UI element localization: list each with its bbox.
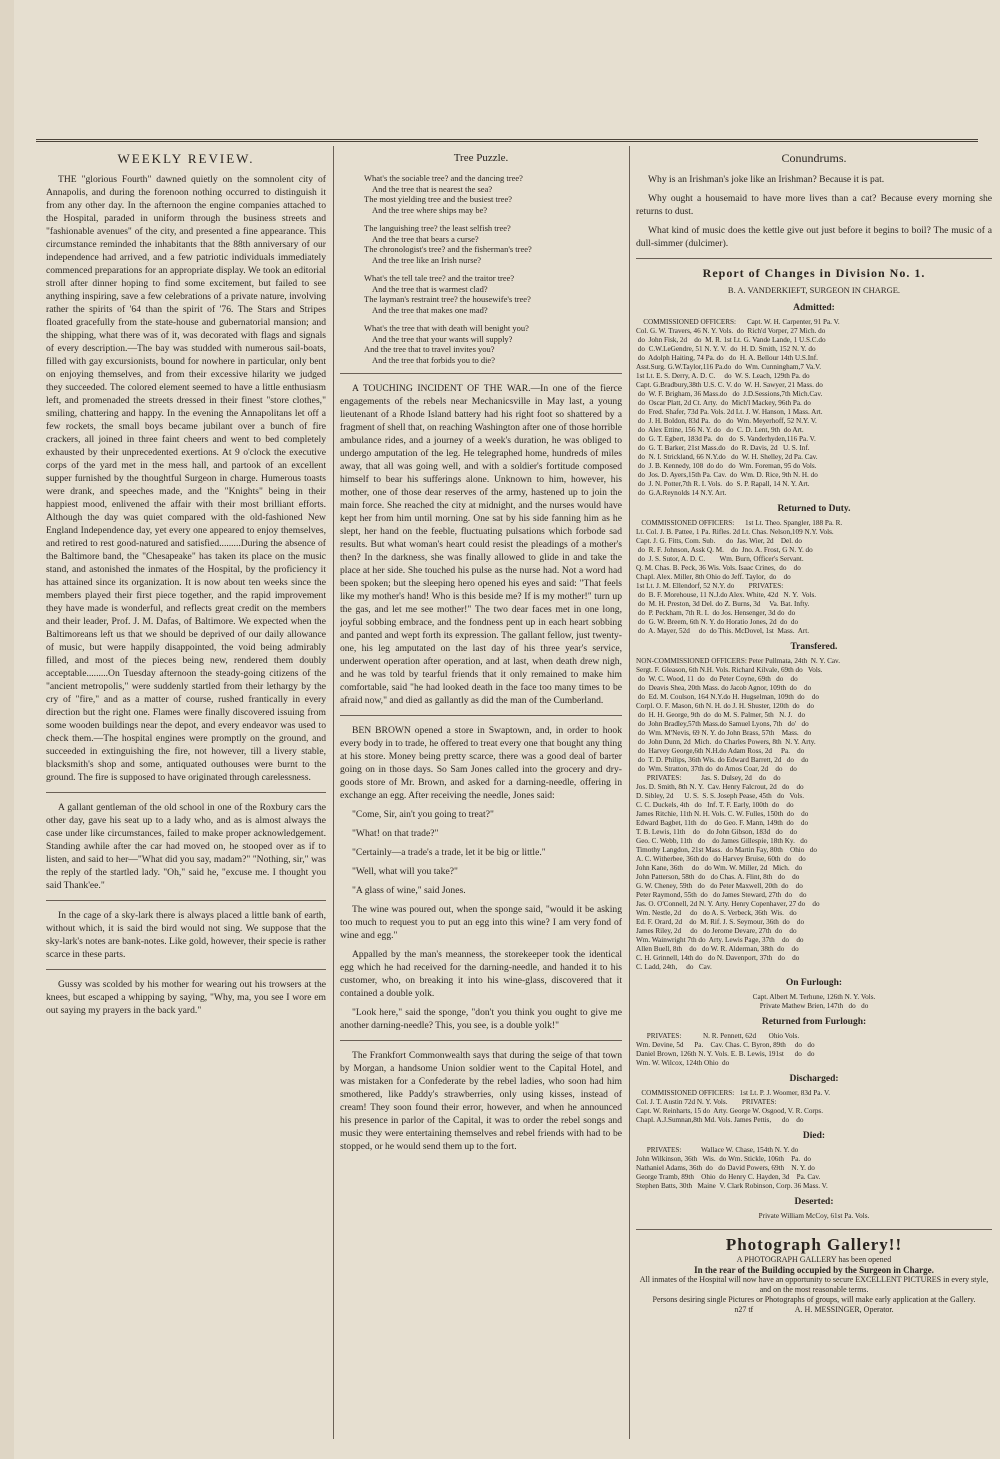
tree-puzzle-stanza bbox=[364, 223, 622, 265]
weekly-review-heading: WEEKLY REVIEW. bbox=[117, 151, 255, 166]
poem-line: What's the tree that with death will benight you? bbox=[364, 323, 529, 333]
poem-line: And the tree that forbids you to die? bbox=[372, 354, 495, 365]
tree-puzzle-stanza bbox=[364, 323, 622, 365]
tree-puzzle-stanza bbox=[364, 273, 622, 315]
gussy-paragraph: Gussy was scolded by his mother for wearing out his trowsers at the knees, but escaped a whipping by saying, "Why, ma, you see I wore em out saying my prayers in the back yard." bbox=[46, 979, 326, 1016]
tree-puzzle-heading: Tree Puzzle. bbox=[453, 152, 509, 164]
column-conundrums bbox=[636, 146, 992, 1439]
divider bbox=[340, 373, 622, 374]
conundrum: Why is an Irishman's joke like an Irishman? Because it is pat. bbox=[648, 174, 885, 185]
dialogue-line: "A glass of wine," said Jones. bbox=[352, 885, 466, 896]
gallery-title: Photograph Gallery!! bbox=[725, 1235, 903, 1254]
ben-brown-paragraph: Appalled by the man's meanness, the storekeeper took the identical egg which he had received for the darning-needle, and handed it to his customer, who, on breaking it into his wine-glass, discovered that it contained a double yolk. bbox=[340, 949, 622, 999]
poem-line: And the tree that bears a curse? bbox=[372, 233, 479, 244]
admitted-roster: COMMISSIONED OFFICERS: Capt. W. H. Carpenter, 91 Pa. V. Col. G. W. Travers, 46 N. Y. Vols. do Rich'd Vorper, 27 Mich. do do John Fisk, 2d do M. R. 1st Lt. G. Vande Lande, 1 U.S.C.do do C.W.LeGendre, 51 N. Y. V. do H. D. Smith, 152 N. Y. do do Adolph Haiting, 74 Pa. do do H. A. Bellour 14th U.S.Inf. Asst.Surg. G.W.Taylor,116 Pa.do do Wm. Cunningham,7 Va.V. 1st Lt. E. S. Derry, A. D. C. do W. S. Leach, 129th Pa. do Capt. G.Bradbury,38th U.S. C. V. do W. H. Sawyer, 21 Mass. do do W. F. Brigham, 36 Mass.do do J.D.Sessions,7th Mich.Cav. do Oscar Platt, 2d Ct. Arty. do Mich'l Mackey, 96th Pa. do do Fred. Shafer, 73d Pa. Vols. 2d Lt. J. W. Hanson, 1 Mass. Art. do J. H. Boldon, 83d Pa. do do Wm. Meyerhoff, 52 N.Y. V. do Alex Ettine, 156 N. Y. do do C. D. Lent, 9th do Art. do G. T. Egbert, 183d Pa. do do S. Vanderhyden,116 Pa. V. do G. T. Barker, 21st Mass.do do R. Davis, 2d U. S. Inf. do N. I. Strickland, 66 N.Y.do do W. H. Shelley, 2d Pa. Cav. do J. B. Kennedy, 108 do do do Wm. Foreman, 95 do Vols. do Jos. D. Ayers,15th Pa. Cav. do Wm. D. Rice, 9th N. H. do do J. N. Potter,7th R. I. Vols. do S. P. Rapall, 14 N. Y. Art. do G.A.Reynolds 14 N.Y. Art. bbox=[636, 318, 840, 497]
discharged-roster: COMMISSIONED OFFICERS: 1st Lt. P. J. Woomer, 83d Pa. V. Col. J. T. Austin 72d N. Y. Vols. PRIVATES: Capt. W. Reinharts, 15 do Arty. George W. Osgood, V. R. Corps. Chapl. A.J.Sumnan,8th Md. Vols. James Pettis, do do bbox=[636, 1089, 831, 1124]
returned-furlough-roster: PRIVATES: N. R. Pennett, 62d Ohio Vols. Wm. Devine, 5d Pa. Cav. Chas. C. Byron, 89th do do Daniel Brown, 126th N. Y. Vols. E. B. Lewis, 191st do do Wm. W. Wilcox, 124th Ohio do bbox=[636, 1032, 815, 1067]
poem-line: And the tree that your wants will supply? bbox=[372, 333, 513, 344]
divider bbox=[340, 715, 622, 716]
poem-line: And the tree that makes one mad? bbox=[372, 304, 488, 315]
sky-lark-paragraph: In the cage of a sky-lark there is always placed a little bank of earth, without which, it is said the bird would not sing. We suppose that the sky-lark's notes are bank-notes. Like gold, however, their specie is rather scarce in these parts. bbox=[46, 910, 326, 960]
dialogue-line: "Come, Sir, ain't you going to treat?" bbox=[352, 809, 494, 820]
gallery-subtitle: A PHOTOGRAPH GALLERY has been opened bbox=[736, 1255, 892, 1264]
poem-line: What's the sociable tree? and the dancing tree? bbox=[364, 173, 523, 183]
conundrum: What kind of music does the kettle give out just before it begins to boil? The music of a dull-simmer (dulcimer). bbox=[636, 225, 992, 249]
divider bbox=[46, 900, 326, 901]
deserted-roster: Private William McCoy, 61st Pa. Vols. bbox=[758, 1212, 870, 1220]
ben-brown-paragraph: The wine was poured out, when the sponge said, "would it be asking too much to request you to put an egg into this wine? I am very fond of wine and egg." bbox=[340, 904, 622, 941]
dialogue-line: "Certainly—a trade's a trade, let it be big or little." bbox=[352, 847, 546, 858]
poem-line: And the tree that to travel invites you? bbox=[364, 344, 495, 354]
discharged-title: Discharged: bbox=[789, 1074, 839, 1084]
poem-line: And the tree like an Irish nurse? bbox=[372, 254, 482, 265]
poem-line: And the tree where ships may be? bbox=[372, 204, 488, 215]
column-divider bbox=[333, 146, 334, 1439]
ben-brown-paragraph: "Look here," said the sponge, "don't you think you ought to give me another darning-needle? This, you see, is a double yolk!" bbox=[340, 1007, 622, 1031]
touching-incident-paragraph: A TOUCHING INCIDENT OF THE WAR.—In one of the fierce engagements of the rebels near Mechanicsville in May last, a young lieutenant of a Rhode Island battery had his right foot so shattered by a fragment of shell that, on reaching Washington after one of those horrible ambulance rides, and a journey of a week's duration, he was obliged to undergo amputation of the leg. He telegraphed home, hundreds of miles away, that all was going well, and with a soldier's fortitude composed himself to bear his sufferings alone. Unknown to him, however, his mother, one of those dear reserves of the army, hastened up to join the main force. She reached the city at midnight, and the nurses would have kept her from him until morning. One sat by his side fanning him as he slept, her hand on the feeble, fluctuating pulsations which forbode sad results. But what woman's heart could resist the pleadings of a mother's then? In the darkness, she was finally allowed to glide in and take the place at her side. She touched his pulse as the nurse had. Not a word had been spoken; but the sleeping hero opened his eyes and said: "That feels like my mother's hand! Who is this beside me? If is my mother!" turn up the gas, and let me see mother!" The two dear faces met in one long, joyful sobbing embrace, and the fondness pent up in each heart sobbing and panted and wept forth its expression. The gallant fellow, just twenty-one, his leg amputated on the last day of his three year's service, underwent operation after operation, and at last, when death drew nigh, and he was told by tearful friends that it only remained to make him comfortable, said "he had looked death in the face too many times to be afraid now," and died as gallantly as did the man of the Cumberland. bbox=[340, 383, 622, 706]
died-roster: PRIVATES: Wallace W. Chase, 154th N. Y. do John Wilkinson, 36th Wis. do Wm. Stickle, 106th Pa. do Nathaniel Adams, 36th do do David Powers, 69th N. Y. do George Tramb, 89th Ohio do Henry C. Hayden, 3d Pa. Cav. Stephen Batts, 30th Maine V. Clark Robinson, Corp. 36 Mass. V. bbox=[636, 1146, 828, 1190]
tree-puzzle-stanza bbox=[364, 173, 622, 215]
column-divider bbox=[629, 146, 630, 1439]
frankfort-paragraph: The Frankfort Commonwealth says that during the seige of that town by Morgan, a handsome Union soldier went to the Capital Hotel, and was mistaken for a Confederate by the rebel ladies, who soon had him smothered, like Paddy's strawberries, only using kisses, instead of cream! They soon found their error, however, and when he announced his presence in parlor of the Capital, it was to order the rebel songs and music they were entertaining themselves and rebel friends with had to be stopped, or he would send them up to the fort. bbox=[340, 1050, 622, 1152]
returned-roster: COMMISSIONED OFFICERS: 1st Lt. Theo. Spangler, 188 Pa. R. Lt. Col. J. B. Pattee, 1 Pa. Rifles. 2d Lt. Chas. Nelson,109 N.Y. Vols. Capt. J. G. Fitts, Com. Sub. do Jas. Wier, 2d Del. do do R. F. Johnson, Assk Q. M. do Jno. A. Frost, G N. Y. do do J. S. Sutor, A. D. C. Wm. Burn, Officer's Servant. Q. M. Chas. B. Peck, 36 Wis. Vols. Isaac Crines, do do Chapl. Alex. Miller, 8th Ohio do Jeff. Taylor, do do 1st Lt. J. M. Ellendorf, 52 N.Y. do PRIVATES: do B. F. Morehouse, 11 N.J.do Alex. White, 42d N. Y. Vols. do M. H. Preston, 3d Del. do Z. Burns, 3d Va. Bat. Infty. do P. Peckham, 7th R. I. do Jos. Hensenger, 3d do do do G. W. Breem, 6th N. Y. do Horatio Jones, 2d do do do A. Mayer, 52d do do This. McDovel, 1st Mass. Art. bbox=[636, 519, 843, 635]
admitted-title: Admitted: bbox=[793, 303, 835, 313]
poem-line: And the tree that is nearest the sea? bbox=[372, 183, 493, 194]
conundrum: Why ought a housemaid to have more lives than a cat? Because every morning she returns to dust. bbox=[636, 193, 992, 217]
poem-line: The layman's restraint tree? the housewife's tree? bbox=[364, 294, 531, 304]
poem-line: The most yielding tree and the busiest tree? bbox=[364, 194, 512, 204]
returned-furlough-title: Returned from Furlough: bbox=[761, 1017, 867, 1027]
dialogue-line: "Well, what will you take?" bbox=[352, 866, 458, 877]
divider bbox=[636, 1229, 992, 1230]
poem-line: And the tree that is warmest clad? bbox=[372, 283, 488, 294]
furlough-title: On Furlough: bbox=[785, 978, 843, 988]
gallant-gentleman-paragraph: A gallant gentleman of the old school in one of the Roxbury cars the other day, gave his seat up to a lady who, and as is almost always the case under like circumstances, failed to make proper acknowledgement. Standing awhile after the car had moved on, he stooped over as if to listen, and said to her—"What did you say, madam?" "Nothing, sir," was the reply of the startled lady. "Oh," said he, "excuse me. I thought you said Thank'ee." bbox=[46, 802, 326, 891]
divider bbox=[636, 258, 992, 259]
gallery-text: All inmates of the Hospital will now have an opportunity to secure EXCELLENT PICTURES in every style, and on the most reasonable terms. bbox=[639, 1275, 989, 1294]
ben-brown-paragraph: BEN BROWN opened a store in Swaptown, and, in order to hook every body in to trade, he offered to treat every one that bought any thing at his store. Money being pretty scarce, there was a good deal of barter going on in those days. So Sam Jones called into the grocery and dry-goods store of Mr. Brown, and asked for a darning-needle, offering in exchange an egg. After receiving the needle, Jones said: bbox=[340, 725, 622, 801]
divider bbox=[46, 969, 326, 970]
conundrums-heading: Conundrums. bbox=[781, 151, 847, 165]
gallery-text: Persons desiring single Pictures or Photographs of groups, will make early application at the Gallery. bbox=[652, 1295, 976, 1304]
died-title: Died: bbox=[802, 1131, 826, 1141]
top-double-rule bbox=[36, 139, 978, 142]
poem-line: What's the tell tale tree? and the traitor tree? bbox=[364, 273, 515, 283]
column-weekly-review bbox=[46, 146, 326, 1439]
divider bbox=[340, 1040, 622, 1041]
transfered-roster: NON-COMMISSIONED OFFICERS: Peter Pullmata, 24th N. Y. Cav. Sergt. F. Gleason, 6th N.H. Vols. Richard Kilvale, 69th do Vols. do W. C. Wood, 11 do do Peter Coyne, 69th do do do Deavis Shea, 20th Mass. do Jacob Agnor, 109th do do do Ed. M. Coulson, 164 N.Y.do H. Hugselman, 109th do do Corpl. O. F. Mason, 6th N. H. do J. H. Shuster, 120th do do do H. H. George, 9th do do M. S. Palmer, 5th N. J. do do John Bradley,57th Mass.do Samuel Lyons, 7th do' do do Wm. M'Nevis, 69 N. Y. do John Brass, 57th Mass. do do John Dunn, 2d Mich. do Charles Powers, 8th N. Y. Arty. do Harvey George,6th N.H.do Adam Ross, 2d Pa. do do T. D. Philips, 36th Wis. do Edward Barrett, 2d do do do Wm. Stratton, 37th do do Amos Coar, 2d do do PRIVATES: Jas. S. Dulsey, 2d do do Jos. D. Smith, 8th N. Y. Cav. Henry Falcrout, 2d do do D. Sibley, 2d U. S. S. S. Joseph Pease, 45th do Vols. C. C. Duckels, 4th do Inf. T. F. Early, 100th do do James Ritchie, 11th N. H. Vols. C. W. Fulles, 150th do do Edward Bagbet, 11th do do Geo. F. Mann, 149th do do T. B. Lewis, 11th do do John Gibson, 183d do do Geo. C. Webb, 11th do do James Gillespie, 18th Ky. do Timothy Langdon, 21st Mass. do Martin Fay, 80th Ohio do A. C. Witherbee, 36th do do Harvey Bruise, 60th do do John Kane, 36th do do Wm. W. Miller, 2d Mich. do John Patterson, 58th do do Chas. A. Flint, 8th do do G. W. Cheney, 59th do do Peter Maxwell, 20th do do Peter Raymond, 55th do do James Steward, 27th do do Jas. O. O'Connell, 2d N. Y. Arty. Henry Copenhaver, 27 do do Wm. Nestle, 2d do do A. S. Verbeck, 36th Wis. do Ed. F. Orard, 2d do M. Rif. J. S. Seymour, 36th do do James Riley, 2d do do Jerome Devare, 27th do do Wm. Wainwright 7th do Arty. Lewis Page, 37th do do Allen Buell, 8th do do W. R. Alderman, 38th do do C. H. Grinnell, 14th do do N. Davenport, 37th do do C. Ladd, 24th, do Cav. bbox=[636, 657, 840, 971]
poem-line: The languishing tree? the least selfish tree? bbox=[364, 223, 511, 233]
returned-title: Returned to Duty. bbox=[777, 504, 851, 514]
deserted-title: Deserted: bbox=[794, 1197, 834, 1207]
report-subtitle: B. A. VANDERKIEFT, SURGEON IN CHARGE. bbox=[727, 285, 901, 295]
furlough-roster: Capt. Albert M. Terhune, 126th N. Y. Vols. Private Mathew Brien, 147th do do bbox=[752, 993, 876, 1010]
dialogue-line: "What! on that trade?" bbox=[352, 828, 439, 839]
gallery-signature: n27 tf A. H. MESSINGER, Operator. bbox=[734, 1305, 894, 1314]
divider bbox=[46, 792, 326, 793]
poem-line: The chronologist's tree? and the fisherman's tree? bbox=[364, 244, 532, 254]
newspaper-page bbox=[14, 0, 1000, 1459]
gallery-location: In the rear of the Building occupied by the Surgeon in Charge. bbox=[694, 1265, 934, 1275]
weekly-review-paragraph: THE "glorious Fourth" dawned quietly on the somnolent city of Annapolis, and during the forenoon nothing occurred to distinguish it from any other day. In the afternoon the engine companies attached to the Hospital, paraded in uniform through the business streets and "fashionable avenues" of the city, and presented a fine appearance. This circumstance reminded the inhabitants that the 88th anniversary of our independence had arrived, and a few patriotic individuals immediately commenced preparations for an appropriate display. We took an editorial stroll after dinner hoping to find some excitement, but failed to see anything inspiring, save a few celebrations of a private nature, involving rather the spirits of '64 than the spirit of '76. The Stars and Stripes floated gracefully from the state-house and gubernatorial mansion; and the shipping, what there was of it, was decorated with flags and signals of every description.—The bay was studded with numerous sail-boats, filled with gay excursionists, bound for nowhere in particular, only bent on enjoying themselves, and from their excessive hilarity we judged they succeeded. The colored element seemed to have a little enthusiasm left, and promenaded the streets dressed in their finest "store clothes," smiling, chattering and happy. In the evening the Annapolitans let off a few rockets, the small boys became jubilant over a bunch of fire crackers, all joined in three faint cheers and went to bed completely exhausted by their unprecedented exertions. At 9 o'clock the executive corps of the yard met in the mess hall, and partook of an excellent supper furnished by the thoughtful Surgeon in charge. Humerous toasts were drank, and speeches made, and the "Knights" being in their happiest mood, enlivened the affair with their most brilliant efforts. Although the day was quiet compared with the old-fashioned New England Independence day, yet every one appeared to enjoy themselves, and retired to rest good-natured and satisfied.........During the absence of the Baltimore band, the "Chesapeake" has taken its place on the music stand, and astonished the inmates of the Hospital, by the proficiency it has attained since its organization. It is now about ten weeks since the members played their first piece together, and the rapid improvement they have made is wonderful, and reflects great credit on the members and their leader, Prof. J. M. Dafas, of Baltimore. We expected when the Baltimoreans left us that we should be deprived of our daily allowance of music, but were happily disappointed, the void being admirably filled, and most of the pieces being new, rendered them doubly acceptable.........On Tuesday afternoon the steady-going citizens of the "ancient metropolis," were suddenly startled from their lethargy by the cry of "fire," and as a matter of course, rushed frantically in every direction but the right one. Flames were finally discovered issuing from some wooden buildings near the depot, and every endeavor was used to check them.—The hospital engines were promptly on the ground, and succeeded in extinguishing the fire, not however, till a livery stable, blacksmith's shop and some, antiquated outhouses were burnt to the ground. The fire is supposed to have originated through carelessness. bbox=[46, 174, 326, 783]
column-tree-puzzle bbox=[340, 146, 622, 1439]
report-title: Report of Changes in Division No. 1. bbox=[702, 266, 926, 280]
transfered-title: Transfered. bbox=[790, 642, 838, 652]
